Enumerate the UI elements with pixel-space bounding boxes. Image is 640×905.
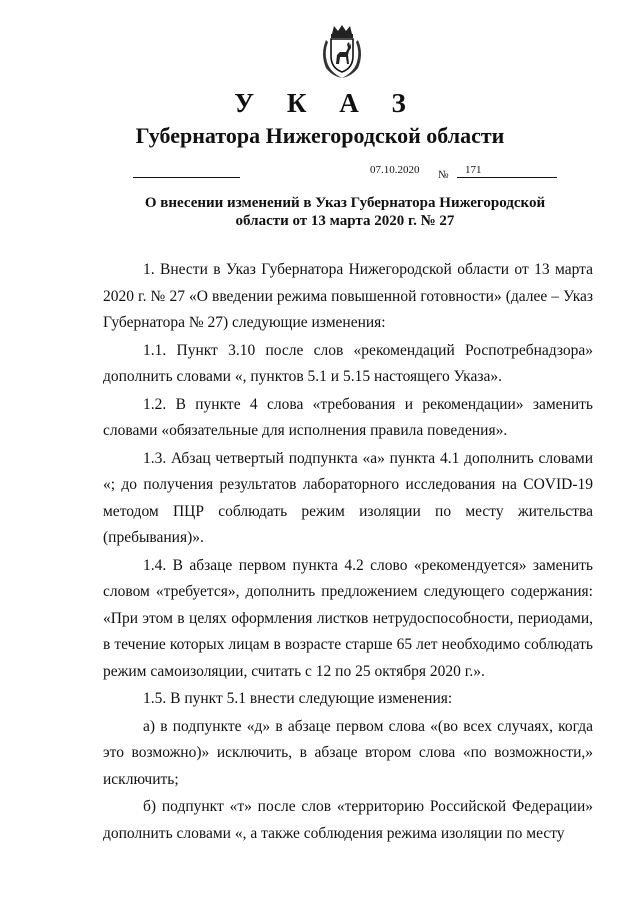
document-number: 171 [465,164,482,176]
document-heading [120,194,570,230]
paragraph-b: б) подпункт «т» после слов «территорию Российской Федерации» дополнить словами «, а также соблюдения режима изоляции по месту [103,798,593,842]
number-label: № [438,169,449,181]
date-blank-line [133,177,240,178]
paragraph-1-1: 1.1. Пункт 3.10 после слов «рекомендаций Роспотребнадзора» дополнить словами «, пунктов 5.1 и 5.15 настоящего Указа». [103,341,593,385]
paragraph-1: 1. Внести в Указ Губернатора Нижегородской области от 13 марта 2020 г. № 27 «О введении режима повышенной готовности» (далее – Указ Губернатора № 27) следующие изменения: [103,261,593,331]
paragraph-1-3: 1.3. Абзац четвертый подпункта «а» пункта 4.1 дополнить словами «; до получения результатов лабораторного исследования на COVID-19 методом ПЦР соблюдать режим изоляции по месту жительства (пребывания)». [103,449,593,546]
paragraph-a: а) в подпункте «д» в абзаце первом слова «(во всех случаях, когда это возможно)» исключить, в абзаце втором слова «по возможности,» исключить; [103,717,593,788]
coat-of-arms-icon [318,24,366,80]
document-date: 07.10.2020 [370,164,420,176]
document-title: У К А З [234,88,419,118]
paragraph-1-5: 1.5. В пункт 5.1 внести следующие изменения: [143,690,453,707]
heading-line-1: О внесении изменений в Указ Губернатора Нижегородской [144,195,546,211]
document-subtitle: Губернатора Нижегородской области [135,123,505,148]
number-blank-line [457,177,557,178]
document-body [103,257,593,847]
paragraph-1-4: 1.4. В абзаце первом пункта 4.2 слово «рекомендуется» заменить словом «требуется», дополнить предложением следующего содержания: «При этом в целях оформления листков нетрудоспособности, периодами, в течение которых лицам в возрасте старше 65 лет необходимо соблюдать режим самоизоляции, считать с 12 по 25 октября 2020 г.». [103,556,593,680]
paragraph-1-2: 1.2. В пункте 4 слова «требования и рекомендации» заменить словами «обязательные для исполнения правила поведения». [103,395,593,439]
heading-line-2: области от 13 марта 2020 г. № 27 [235,213,455,229]
